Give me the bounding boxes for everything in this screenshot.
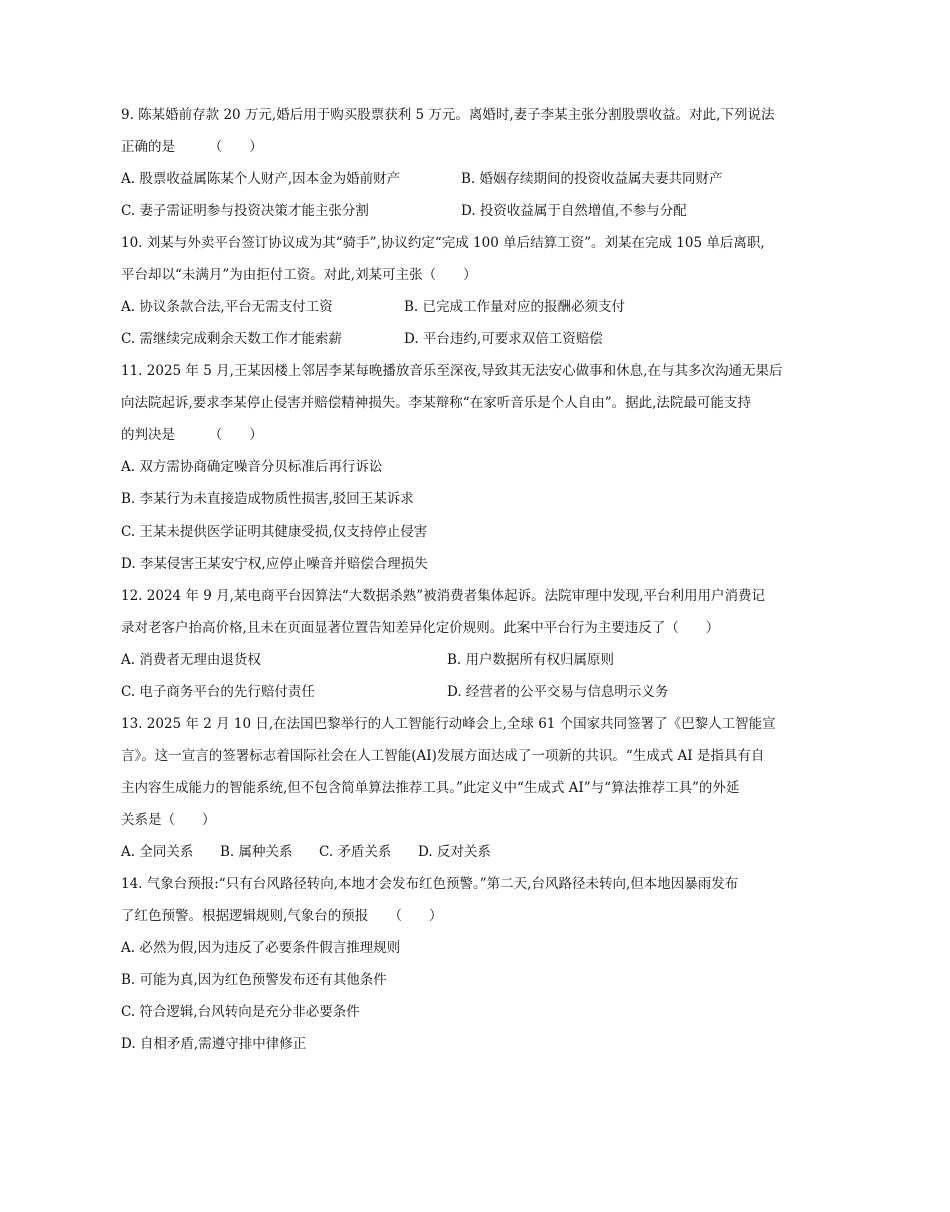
question-12-line-2: 录对老客户抬高价格,且未在页面显著位置告知差异化定价规则。此案中平台行为主要违反了（ ）: [121, 620, 720, 636]
question-14-option-a: A. 必然为假,因为违反了必要条件假言推理规则: [121, 940, 401, 956]
question-11-option-d: D. 李某侵害王某安宁权,应停止噪音并赔偿合理损失: [121, 556, 428, 572]
question-9-option-c: C. 妻子需证明参与投资决策才能主张分割: [121, 203, 369, 219]
question-11-line-1: 11. 2025 年 5 月,王某因楼上邻居李某每晚播放音乐至深夜,导致其无法安心做事和休息,在与其多次沟通无果后: [121, 363, 783, 379]
question-9-option-a: A. 股票收益属陈某个人财产,因本金为婚前财产: [121, 171, 401, 187]
question-14-option-c: C. 符合逻辑,台风转向是充分非必要条件: [121, 1004, 360, 1020]
question-14-line-1: 14. 气象台预报:“只有台风路径转向,本地才会发布红色预警。”第二天,台风路径未转向,但本地因暴雨发布: [121, 876, 739, 892]
question-13-option-d: D. 反对关系: [418, 844, 491, 860]
question-11-option-a: A. 双方需协商确定噪音分贝标准后再行诉讼: [121, 459, 383, 475]
question-9-line-2: 正确的是 （ ）: [121, 139, 263, 155]
question-10-line-1: 10. 刘某与外卖平台签订协议成为其“骑手”,协议约定“完成 100 单后结算工资”。刘某在完成 105 单后离职,: [121, 235, 765, 251]
question-12-option-c: C. 电子商务平台的先行赔付责任: [121, 684, 315, 700]
question-12-line-1: 12. 2024 年 9 月,某电商平台因算法“大数据杀熟”被消费者集体起诉。法院审理中发现,平台利用用户消费记: [121, 588, 765, 604]
question-10-option-c: C. 需继续完成剩余天数工作才能索薪: [121, 331, 342, 347]
question-13-option-a: A. 全同关系: [121, 844, 194, 860]
question-10-option-b: B. 已完成工作量对应的报酬必须支付: [404, 299, 626, 315]
question-11-option-b: B. 李某行为未直接造成物质性损害,驳回王某诉求: [121, 491, 414, 507]
question-9-line-1: 9. 陈某婚前存款 20 万元,婚后用于购买股票获利 5 万元。离婚时,妻子李某主张分割股票收益。对此,下列说法: [121, 107, 775, 123]
question-14-option-d: D. 自相矛盾,需遵守排中律修正: [121, 1036, 307, 1052]
question-13-option-c: C. 矛盾关系: [319, 844, 392, 860]
question-11-line-2: 向法院起诉,要求李某停止侵害并赔偿精神损失。李某辩称“在家听音乐是个人自由”。据此,法院最可能支持: [121, 395, 751, 411]
question-12-option-d: D. 经营者的公平交易与信息明示义务: [447, 684, 669, 700]
question-13-line-3: 主内容生成能力的智能系统,但不包含简单算法推荐工具。”此定义中“生成式 AI”与“算法推荐工具”的外延: [121, 780, 740, 796]
question-9-option-b: B. 婚姻存续期间的投资收益属夫妻共同财产: [461, 171, 723, 187]
question-10-option-d: D. 平台违约,可要求双倍工资赔偿: [404, 331, 603, 347]
question-13-line-4: 关系是（ ）: [121, 812, 216, 828]
question-10-option-a: A. 协议条款合法,平台无需支付工资: [121, 299, 333, 315]
question-11-option-c: C. 王某未提供医学证明其健康受损,仅支持停止侵害: [121, 524, 428, 540]
question-13-line-1: 13. 2025 年 2 月 10 日,在法国巴黎举行的人工智能行动峰会上,全球 61 个国家共同签署了《巴黎人工智能宣: [121, 716, 776, 732]
question-14-option-b: B. 可能为真,因为红色预警发布还有其他条件: [121, 972, 387, 988]
question-9-option-d: D. 投资收益属于自然增值,不参与分配: [461, 203, 687, 219]
question-11-line-3: 的判决是 （ ）: [121, 427, 263, 443]
question-13-option-b: B. 属种关系: [220, 844, 293, 860]
question-12-option-b: B. 用户数据所有权归属原则: [447, 652, 615, 668]
question-12-option-a: A. 消费者无理由退货权: [121, 652, 261, 668]
question-10-line-2: 平台却以“未满月”为由拒付工资。对此,刘某可主张（ ）: [121, 267, 477, 283]
question-13-line-2: 言》。这一宣言的签署标志着国际社会在人工智能(AI)发展方面达成了一项新的共识。“生成式 AI 是指具有自: [121, 748, 765, 764]
question-14-line-2: 了红色预警。根据逻辑规则,气象台的预报 （ ）: [121, 908, 443, 924]
